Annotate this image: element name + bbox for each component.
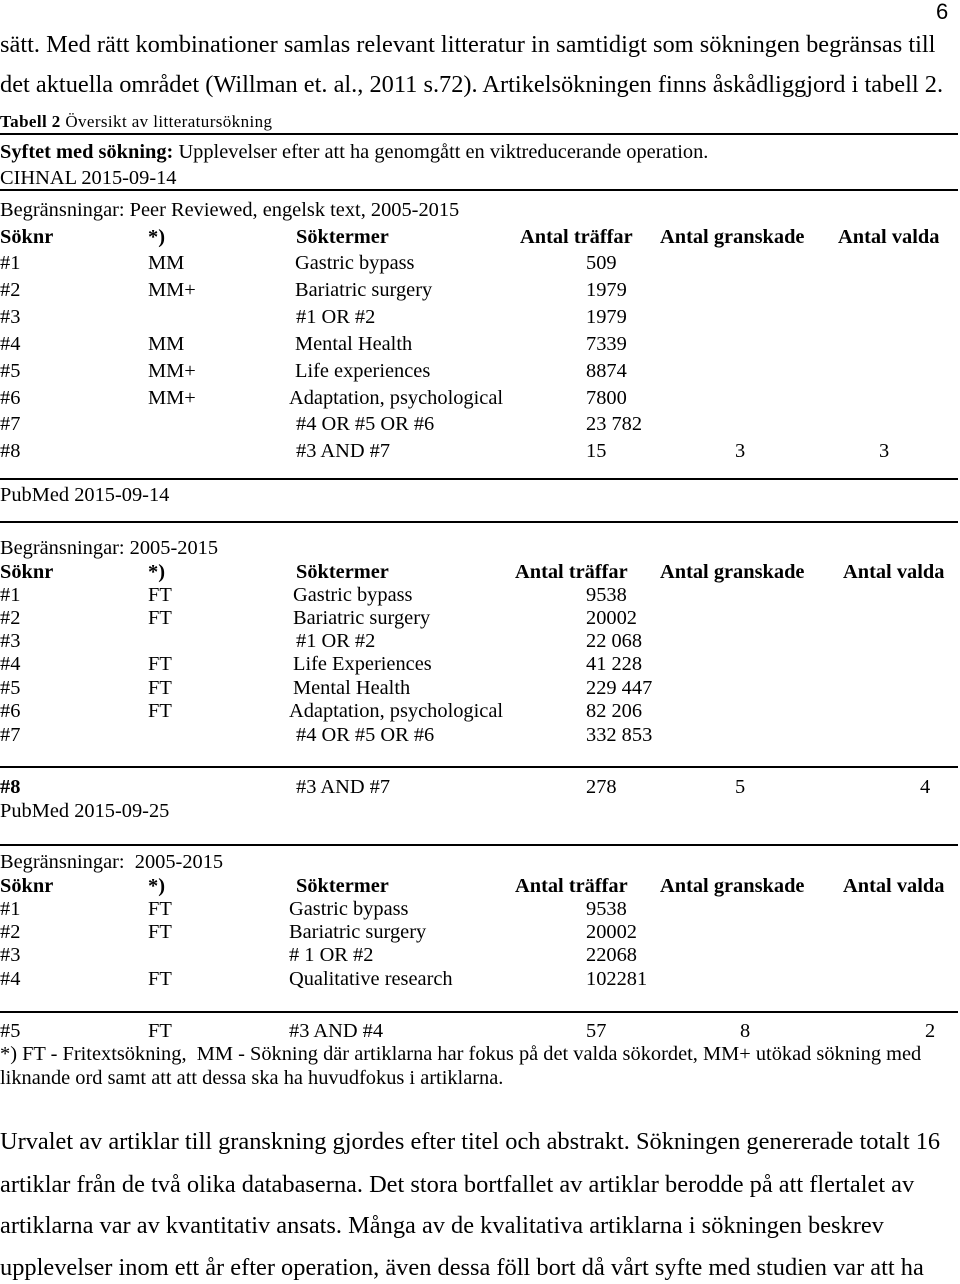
search-term: #4 OR #5 OR #6 bbox=[296, 724, 435, 746]
database-heading: CIHNAL 2015-09-14 bbox=[0, 167, 177, 189]
column-header-selected: Antal valda bbox=[843, 875, 945, 897]
table-caption-text: Översikt av litteratursökning bbox=[60, 112, 273, 131]
body-text-line: sätt. Med rätt kombinationer samlas relevant litteratur in samtidigt som sökningen begränsas till bbox=[0, 31, 936, 58]
table-row bbox=[0, 305, 960, 329]
column-header-search-terms: Söktermer bbox=[296, 875, 389, 897]
column-header-search-type: *) bbox=[148, 875, 165, 897]
search-term: #3 AND #4 bbox=[289, 1020, 384, 1042]
search-term: Life experiences bbox=[295, 360, 431, 382]
table-header-row bbox=[0, 874, 960, 898]
search-term: Bariatric surgery bbox=[289, 921, 427, 943]
search-purpose bbox=[0, 140, 708, 164]
search-number: #4 bbox=[0, 653, 21, 675]
column-header-hits: Antal träffar bbox=[515, 875, 628, 897]
search-number: #1 bbox=[0, 252, 21, 274]
search-limits: Begränsningar: Peer Reviewed, engelsk text, 2005-2015 bbox=[0, 199, 460, 221]
search-number: #3 bbox=[0, 306, 21, 328]
table-row bbox=[0, 386, 960, 410]
table-rule bbox=[0, 133, 958, 135]
column-header-search-number: Söknr bbox=[0, 561, 54, 583]
search-number: #7 bbox=[0, 413, 21, 435]
reviewed-count: 3 bbox=[735, 440, 746, 462]
column-header-search-type: *) bbox=[148, 561, 165, 583]
hit-count: 278 bbox=[586, 776, 617, 798]
table-row bbox=[0, 967, 960, 991]
table-row bbox=[0, 606, 960, 630]
search-number: #2 bbox=[0, 921, 21, 943]
table-footnote-line: liknande ord samt att att dessa ska ha huvudfokus i artiklarna. bbox=[0, 1067, 504, 1089]
search-term: Gastric bypass bbox=[295, 252, 415, 274]
search-number: #6 bbox=[0, 387, 21, 409]
search-type: MM+ bbox=[148, 387, 196, 409]
search-type: MM+ bbox=[148, 279, 196, 301]
hit-count: 509 bbox=[586, 252, 617, 274]
hit-count: 82 206 bbox=[586, 700, 643, 722]
table-row bbox=[0, 278, 960, 302]
hit-count: 1979 bbox=[586, 279, 627, 301]
body-text-line: artiklar från de två olika databaserna. Det stora bortfallet av artiklar berodde på att flertalet av bbox=[0, 1171, 915, 1198]
search-number: #8 bbox=[0, 776, 21, 798]
search-type: FT bbox=[148, 968, 172, 990]
search-type: FT bbox=[148, 677, 172, 699]
search-type: FT bbox=[148, 584, 172, 606]
table-row bbox=[0, 359, 960, 383]
hit-count: 1979 bbox=[586, 306, 627, 328]
search-term: # 1 OR #2 bbox=[289, 944, 374, 966]
table-row bbox=[0, 251, 960, 275]
table-row bbox=[0, 699, 960, 723]
search-type: FT bbox=[148, 700, 172, 722]
hit-count: 23 782 bbox=[586, 413, 643, 435]
search-term: Adaptation, psychological bbox=[289, 700, 504, 722]
search-number: #1 bbox=[0, 584, 21, 606]
hit-count: 102281 bbox=[586, 968, 648, 990]
table-row bbox=[0, 723, 960, 747]
selected-count: 2 bbox=[925, 1020, 936, 1042]
table-footnote-line: *) FT - Fritextsökning, MM - Sökning där artiklarna har fokus på det valda sökordet, MM+ utökad sökning med bbox=[0, 1043, 922, 1065]
search-term: Gastric bypass bbox=[293, 584, 413, 606]
selected-count: 3 bbox=[879, 440, 890, 462]
search-number: #1 bbox=[0, 898, 21, 920]
column-header-search-terms: Söktermer bbox=[296, 561, 389, 583]
search-term: #4 OR #5 OR #6 bbox=[296, 413, 435, 435]
hit-count: 22 068 bbox=[586, 630, 643, 652]
search-number: #3 bbox=[0, 630, 21, 652]
search-term: #1 OR #2 bbox=[296, 306, 376, 328]
column-header-reviewed: Antal granskade bbox=[660, 875, 805, 897]
table-row bbox=[0, 332, 960, 356]
hit-count: 8874 bbox=[586, 360, 627, 382]
hit-count: 332 853 bbox=[586, 724, 653, 746]
selected-count: 4 bbox=[920, 776, 931, 798]
column-header-reviewed: Antal granskade bbox=[660, 226, 805, 248]
search-number: #8 bbox=[0, 440, 21, 462]
column-header-selected: Antal valda bbox=[838, 226, 940, 248]
page-number: 6 bbox=[936, 0, 949, 24]
table-caption bbox=[0, 111, 272, 133]
column-header-search-type: *) bbox=[148, 226, 165, 248]
hit-count: 9538 bbox=[586, 898, 627, 920]
search-limits: Begränsningar: 2005-2015 bbox=[0, 851, 224, 873]
reviewed-count: 8 bbox=[740, 1020, 751, 1042]
column-header-reviewed: Antal granskade bbox=[660, 561, 805, 583]
search-term: Mental Health bbox=[293, 677, 411, 699]
table-row bbox=[0, 412, 960, 436]
search-number: #5 bbox=[0, 360, 21, 382]
hit-count: 57 bbox=[586, 1020, 607, 1042]
search-number: #7 bbox=[0, 724, 21, 746]
reviewed-count: 5 bbox=[735, 776, 746, 798]
search-number: #4 bbox=[0, 333, 21, 355]
column-header-search-number: Söknr bbox=[0, 875, 54, 897]
hit-count: 9538 bbox=[586, 584, 627, 606]
table-rule bbox=[0, 766, 958, 768]
table-row bbox=[0, 439, 960, 463]
search-type: MM bbox=[148, 252, 185, 274]
search-type: FT bbox=[148, 921, 172, 943]
search-type: FT bbox=[148, 898, 172, 920]
column-header-selected: Antal valda bbox=[843, 561, 945, 583]
table-row bbox=[0, 1019, 960, 1043]
hit-count: 20002 bbox=[586, 607, 637, 629]
hit-count: 22068 bbox=[586, 944, 637, 966]
search-number: #3 bbox=[0, 944, 21, 966]
table-row bbox=[0, 676, 960, 700]
search-number: #4 bbox=[0, 968, 21, 990]
hit-count: 20002 bbox=[586, 921, 637, 943]
column-header-search-number: Söknr bbox=[0, 226, 54, 248]
search-term: Life Experiences bbox=[293, 653, 432, 675]
search-type: MM bbox=[148, 333, 185, 355]
search-number: #5 bbox=[0, 1020, 21, 1042]
body-text-line: upplevelser inom ett år efter operation, även dessa föll bort då vårt syfte med studien var att ha bbox=[0, 1254, 924, 1281]
hit-count: 7800 bbox=[586, 387, 627, 409]
database-heading: PubMed 2015-09-25 bbox=[0, 800, 170, 822]
search-term: Bariatric surgery bbox=[295, 279, 433, 301]
column-header-hits: Antal träffar bbox=[515, 561, 628, 583]
search-term: Bariatric surgery bbox=[293, 607, 431, 629]
table-row bbox=[0, 652, 960, 676]
search-term: Qualitative research bbox=[289, 968, 453, 990]
search-term: #3 AND #7 bbox=[296, 776, 391, 798]
search-term: #3 AND #7 bbox=[296, 440, 391, 462]
search-term: Gastric bypass bbox=[289, 898, 409, 920]
body-text-line: artiklarna var av kvantitativ ansats. Många av de kvalitativa artiklarna i sökningen beskrev bbox=[0, 1212, 884, 1239]
table-rule bbox=[0, 189, 958, 191]
search-number: #2 bbox=[0, 607, 21, 629]
body-text-line: Urvalet av artiklar till granskning gjordes efter titel och abstrakt. Sökningen genererade totalt 16 bbox=[0, 1128, 941, 1155]
table-row bbox=[0, 629, 960, 653]
table-header-row bbox=[0, 225, 960, 249]
table-row bbox=[0, 943, 960, 967]
table-row bbox=[0, 897, 960, 921]
hit-count: 7339 bbox=[586, 333, 627, 355]
search-type: FT bbox=[148, 653, 172, 675]
hit-count: 15 bbox=[586, 440, 607, 462]
table-caption-label: Tabell 2 bbox=[0, 112, 61, 131]
table-rule bbox=[0, 521, 958, 523]
search-type: MM+ bbox=[148, 360, 196, 382]
body-text-line: det aktuella området (Willman et. al., 2011 s.72). Artikelsökningen finns åskådliggjord i tabell 2. bbox=[0, 71, 944, 98]
search-type: FT bbox=[148, 1020, 172, 1042]
search-purpose-text: Upplevelser efter att ha genomgått en viktreducerande operation. bbox=[173, 141, 709, 163]
search-term: Adaptation, psychological bbox=[289, 387, 504, 409]
table-header-row bbox=[0, 560, 960, 584]
table-rule bbox=[0, 1011, 958, 1013]
hit-count: 229 447 bbox=[586, 677, 653, 699]
search-purpose-label: Syftet med sökning: bbox=[0, 141, 174, 163]
column-header-search-terms: Söktermer bbox=[296, 226, 389, 248]
search-number: #2 bbox=[0, 279, 21, 301]
table-row bbox=[0, 583, 960, 607]
table-rule bbox=[0, 844, 958, 846]
table-row bbox=[0, 775, 960, 799]
search-term: #1 OR #2 bbox=[296, 630, 376, 652]
database-heading: PubMed 2015-09-14 bbox=[0, 484, 170, 506]
search-number: #5 bbox=[0, 677, 21, 699]
search-type: FT bbox=[148, 607, 172, 629]
column-header-hits: Antal träffar bbox=[520, 226, 633, 248]
search-limits: Begränsningar: 2005-2015 bbox=[0, 537, 219, 559]
table-rule bbox=[0, 478, 958, 480]
search-number: #6 bbox=[0, 700, 21, 722]
table-row bbox=[0, 920, 960, 944]
search-term: Mental Health bbox=[295, 333, 413, 355]
hit-count: 41 228 bbox=[586, 653, 643, 675]
